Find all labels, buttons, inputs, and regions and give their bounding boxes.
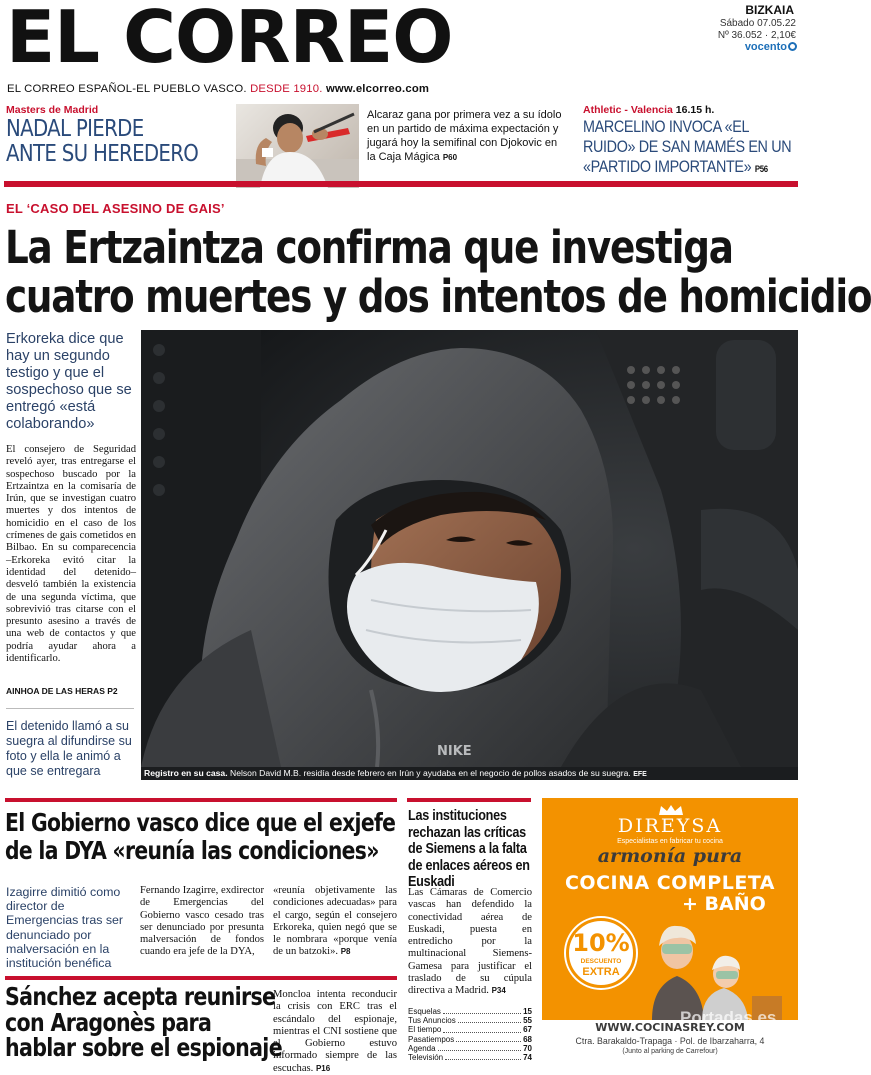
ad-slogan: armonía pura bbox=[597, 845, 743, 867]
index-row[interactable]: El tiempo 67 bbox=[408, 1025, 532, 1035]
ad-brand: DIREYSA bbox=[617, 815, 723, 837]
siemens-rule bbox=[407, 798, 531, 802]
sanchez-headline-line-1: Sánchez acepta reunirse bbox=[5, 982, 276, 1011]
lead-body: El consejero de Seguridad reveló ayer, tras entregarse el sospechoso buscado por la Ertzaintza en la comisaría de Irún, que se investigan cuatro muertes y dos intentos de homicidio en el caso de los crímenes de gais cometidos en Bilbao. En su comparecencia –Erkoreka evitó citar la identidad del detenido– desveló también la existencia de una segunda víctima, que sobrevivió tras citarse con el presunto asesino a través de una web de contactos y que podría ayudar ahora a identificarlo. bbox=[6, 444, 136, 665]
dya-col-2: «reunía objetivamente las condiciones adecuadas» para el cargo, según el consejero Erkoreka, quien negó que se le nombrara «porque venía de un batzoki». P8 bbox=[273, 885, 397, 958]
sanchez-headline-line-2: con Aragonès para bbox=[5, 1007, 212, 1037]
lead-aside[interactable]: El detenido llamó a su suegra al difundirse su foto y ella le animó a que se entregara bbox=[6, 719, 132, 778]
index-row[interactable]: Tus Anuncios 55 bbox=[408, 1016, 532, 1026]
lead-photo bbox=[141, 330, 798, 767]
sanchez-headline[interactable] bbox=[5, 984, 282, 1061]
index-row[interactable]: Televisión 74 bbox=[408, 1053, 532, 1063]
lead-headline-line-2: cuatro muertes y dos intentos de homicidio bbox=[5, 270, 871, 323]
ad-website[interactable]: WWW.COCINASREY.COM bbox=[595, 1021, 745, 1034]
vocento-logo: vocento bbox=[745, 41, 797, 53]
masthead-tagline: EL CORREO ESPAÑOL-EL PUEBLO VASCO. DESDE 1910. www.elcorreo.com bbox=[7, 83, 430, 95]
ad-parking: (Junto al parking de Carrefour) bbox=[622, 1048, 718, 1055]
ad-badge-line-1: DESCUENTO bbox=[580, 958, 622, 965]
dya-headline-line-1: El Gobierno vasco dice que el exjefe bbox=[5, 808, 396, 837]
ad-badge-line-2: EXTRA bbox=[582, 966, 620, 978]
lead-headline-line-1: La Ertzaintza confirma que investiga bbox=[5, 221, 733, 274]
alcaraz-teaser[interactable]: Alcaraz gana por primera vez a su ídolo en un partido de máxima expectación y jugará hoy la semifinal con Djokovic en la Caja Mágica P60 bbox=[367, 109, 562, 163]
lead-photo-caption: Registro en su casa. Nelson David M.B. residía desde febrero en Irún y ayudaba en el negocio de pollos asados de su suegra. EFE bbox=[141, 767, 798, 780]
website-link[interactable]: www.elcorreo.com bbox=[325, 83, 430, 95]
lead-byline: AINHOA DE LAS HERAS P2 bbox=[6, 686, 118, 696]
ad-line-1: COCINA COMPLETA bbox=[564, 872, 776, 894]
index-row[interactable]: Esquelas 15 bbox=[408, 1007, 532, 1016]
page-index bbox=[408, 1007, 532, 1062]
sanchez-body: Moncloa intenta reconducir la crisis con ERC tras el escándalo del espionaje, mientras el CNI sostiene que el Gobierno estuvo informado siempre de las escuchas. P16 bbox=[273, 989, 397, 1074]
athletic-headline[interactable]: MARCELINO INVOCA «EL RUIDO» DE SAN MAMÉS EN UN «PARTIDO IMPORTANTE» P56 bbox=[583, 118, 792, 176]
watermark: Portadas.es bbox=[680, 1008, 777, 1027]
dya-rule bbox=[5, 798, 397, 802]
index-row[interactable]: Agenda 70 bbox=[408, 1043, 532, 1053]
nadal-headline[interactable] bbox=[6, 117, 198, 167]
siemens-headline[interactable]: Las instituciones rechazan las críticas de Siemens a la falta de enlaces aéreos en Euskadi bbox=[408, 808, 530, 891]
lead-headline[interactable] bbox=[5, 223, 871, 321]
sanchez-rule bbox=[5, 976, 397, 980]
lead-kicker: EL ‘CASO DEL ASESINO DE GAIS’ bbox=[6, 201, 225, 216]
ad-line-2: + BAÑO bbox=[682, 893, 766, 915]
teaser-divider bbox=[4, 181, 798, 187]
sanchez-headline-line-3: hablar sobre el espionaje bbox=[5, 1033, 282, 1062]
lead-aside-rule bbox=[6, 708, 134, 709]
edition-label: BIZKAIA bbox=[745, 3, 794, 17]
ad-photo bbox=[632, 916, 798, 1020]
masthead-logo: EL CORREO bbox=[6, 0, 453, 79]
index-row[interactable]: Pasatiempos 68 bbox=[408, 1034, 532, 1044]
svg-text:NIKE: NIKE bbox=[437, 744, 472, 759]
ad-discount-badge bbox=[566, 918, 636, 988]
ad-badge-percent: 10% bbox=[572, 929, 630, 957]
nadal-headline-line-1: NADAL PIERDE bbox=[6, 116, 144, 142]
ad-brand-sub: Especialistas en fabricar tu cocina bbox=[617, 838, 723, 845]
nadal-kicker: Masters de Madrid bbox=[6, 104, 99, 116]
lead-subhead: Erkoreka dice que hay un segundo testigo y que el sospechoso que se entregó «está colaborando» bbox=[6, 331, 132, 432]
dya-subhead: Izagirre dimitió como director de Emergencias tras ser denunciado por malversación en la institución benéfica bbox=[6, 885, 124, 971]
alcaraz-photo bbox=[236, 104, 359, 188]
ad-crown-icon bbox=[658, 803, 684, 815]
issue-date: Sábado 07.05.22 bbox=[719, 18, 796, 29]
ad-address: Ctra. Barakaldo-Trapaga · Pol. de Ibarzaharra, 4 bbox=[575, 1036, 765, 1046]
dya-headline[interactable] bbox=[5, 809, 395, 865]
siemens-body: Las Cámaras de Comercio vascas han defendido la conectividad aérea de Euskadi, puesta en entredicho por la multinacional Siemens-Gamesa para justificar el traslado de su cúpula directiva a Madrid. P34 bbox=[408, 887, 532, 997]
nadal-headline-line-2: ANTE SU HEREDERO bbox=[6, 141, 199, 167]
athletic-kicker: Athletic - Valencia 16.15 h. bbox=[583, 104, 715, 116]
issue-price: Nº 36.052 · 2,10€ bbox=[717, 30, 796, 41]
dya-col-1: Fernando Izagirre, exdirector de Emergencias del Gobierno vasco cesado tras ser denunciado por presunta malversación de fondos cuando era jefe de la DYA, bbox=[140, 885, 264, 958]
dya-headline-line-2: de la DYA «reunía las condiciones» bbox=[5, 836, 379, 865]
